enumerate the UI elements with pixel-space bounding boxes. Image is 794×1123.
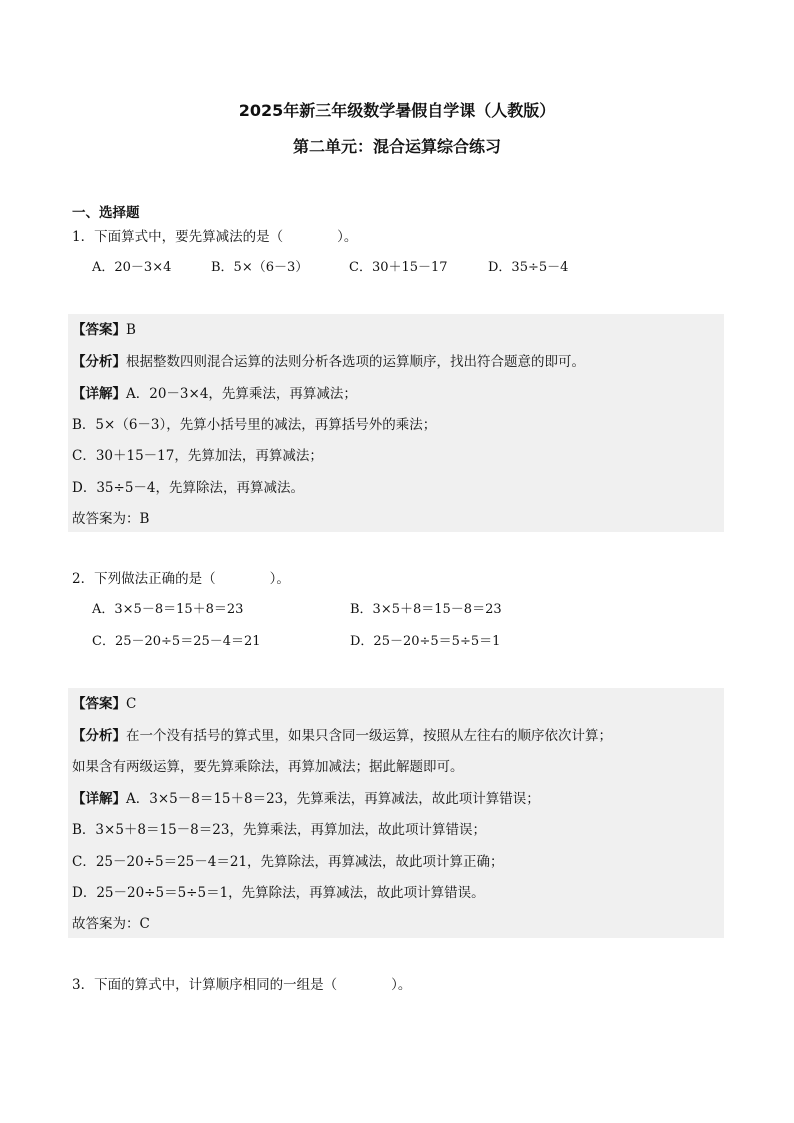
question-1-detail-d: D．35÷5－4，先算除法，再算减法。: [72, 480, 304, 496]
question-1-stem: 1．下面算式中，要先算减法的是（ ）。: [72, 229, 358, 245]
question-2-answer-line: [72, 694, 136, 714]
document-subtitle: 第二单元：混合运算综合练习: [292, 137, 501, 156]
question-1-answer-line: [72, 320, 136, 340]
question-2-conclusion: 故答案为：C: [72, 916, 150, 932]
question-2-option-d: D．25－20÷5＝5÷5＝1: [350, 634, 501, 649]
question-2-stem: 2．下列做法正确的是（ ）。: [72, 571, 290, 587]
detail-text: A．3×5－8＝15＋8＝23，先算乘法，再算减法，故此项计算错误；: [126, 791, 540, 807]
question-2-detail-c: C．25－20÷5＝25－4＝21，先算除法，再算减法，故此项计算正确；: [72, 854, 504, 870]
analysis-text: 根据整数四则混合运算的法则分析各选项的运算顺序，找出符合题意的即可。: [126, 354, 585, 370]
question-2-detail-line: [72, 789, 540, 809]
question-1-option-c: C．30＋15－17: [349, 260, 448, 275]
question-2-option-c: C．25－20÷5＝25－4＝21: [92, 634, 261, 649]
question-2-detail-d: D．25－20÷5＝5÷5＝1，先算除法，再算减法，故此项计算错误。: [72, 885, 485, 901]
question-1-option-b: B．5×（6－3）: [211, 260, 309, 275]
question-3-stem: 3．下面的算式中，计算顺序相同的一组是（ ）。: [72, 977, 412, 993]
question-1-conclusion: 故答案为：B: [72, 511, 150, 527]
question-2-option-a: A．3×5－8＝15＋8＝23: [92, 602, 244, 617]
answer-tag: 【答案】: [72, 696, 126, 712]
question-2-analysis-line: [72, 726, 612, 746]
detail-text: A．20－3×4，先算乘法，再算减法；: [126, 386, 357, 402]
question-2-detail-b: B．3×5＋8＝15－8＝23，先算乘法，再算加法，故此项计算错误；: [72, 822, 486, 838]
answer-tag: 【答案】: [72, 322, 126, 338]
analysis-text: 在一个没有括号的算式里，如果只含同一级运算，按照从左往右的顺序依次计算；: [126, 728, 612, 744]
question-1-detail-line: [72, 384, 357, 404]
question-1-answer-box: [68, 314, 724, 532]
answer-value: B: [126, 322, 136, 338]
detail-tag: 【详解】: [72, 386, 126, 402]
question-1-detail-c: C．30＋15－17，先算加法，再算减法；: [72, 448, 323, 464]
question-2-answer-box: [68, 688, 724, 938]
question-2-analysis-cont: 如果含有两级运算，要先算乘除法，再算加减法；据此解题即可。: [72, 759, 464, 775]
question-1-detail-b: B．5×（6－3），先算小括号里的减法，再算括号外的乘法；: [72, 417, 437, 433]
question-1-analysis-line: [72, 352, 585, 372]
section-heading: 一、选择题: [72, 205, 140, 221]
detail-tag: 【详解】: [72, 791, 126, 807]
document-title: 2025年新三年级数学暑假自学课（人教版）: [238, 101, 556, 120]
analysis-tag: 【分析】: [72, 354, 126, 370]
question-2-option-b: B．3×5＋8＝15－8＝23: [350, 602, 502, 617]
question-1-option-a: A．20－3×4: [92, 260, 172, 275]
question-1-option-d: D．35÷5－4: [488, 260, 569, 275]
analysis-tag: 【分析】: [72, 728, 126, 744]
answer-value: C: [126, 696, 137, 712]
